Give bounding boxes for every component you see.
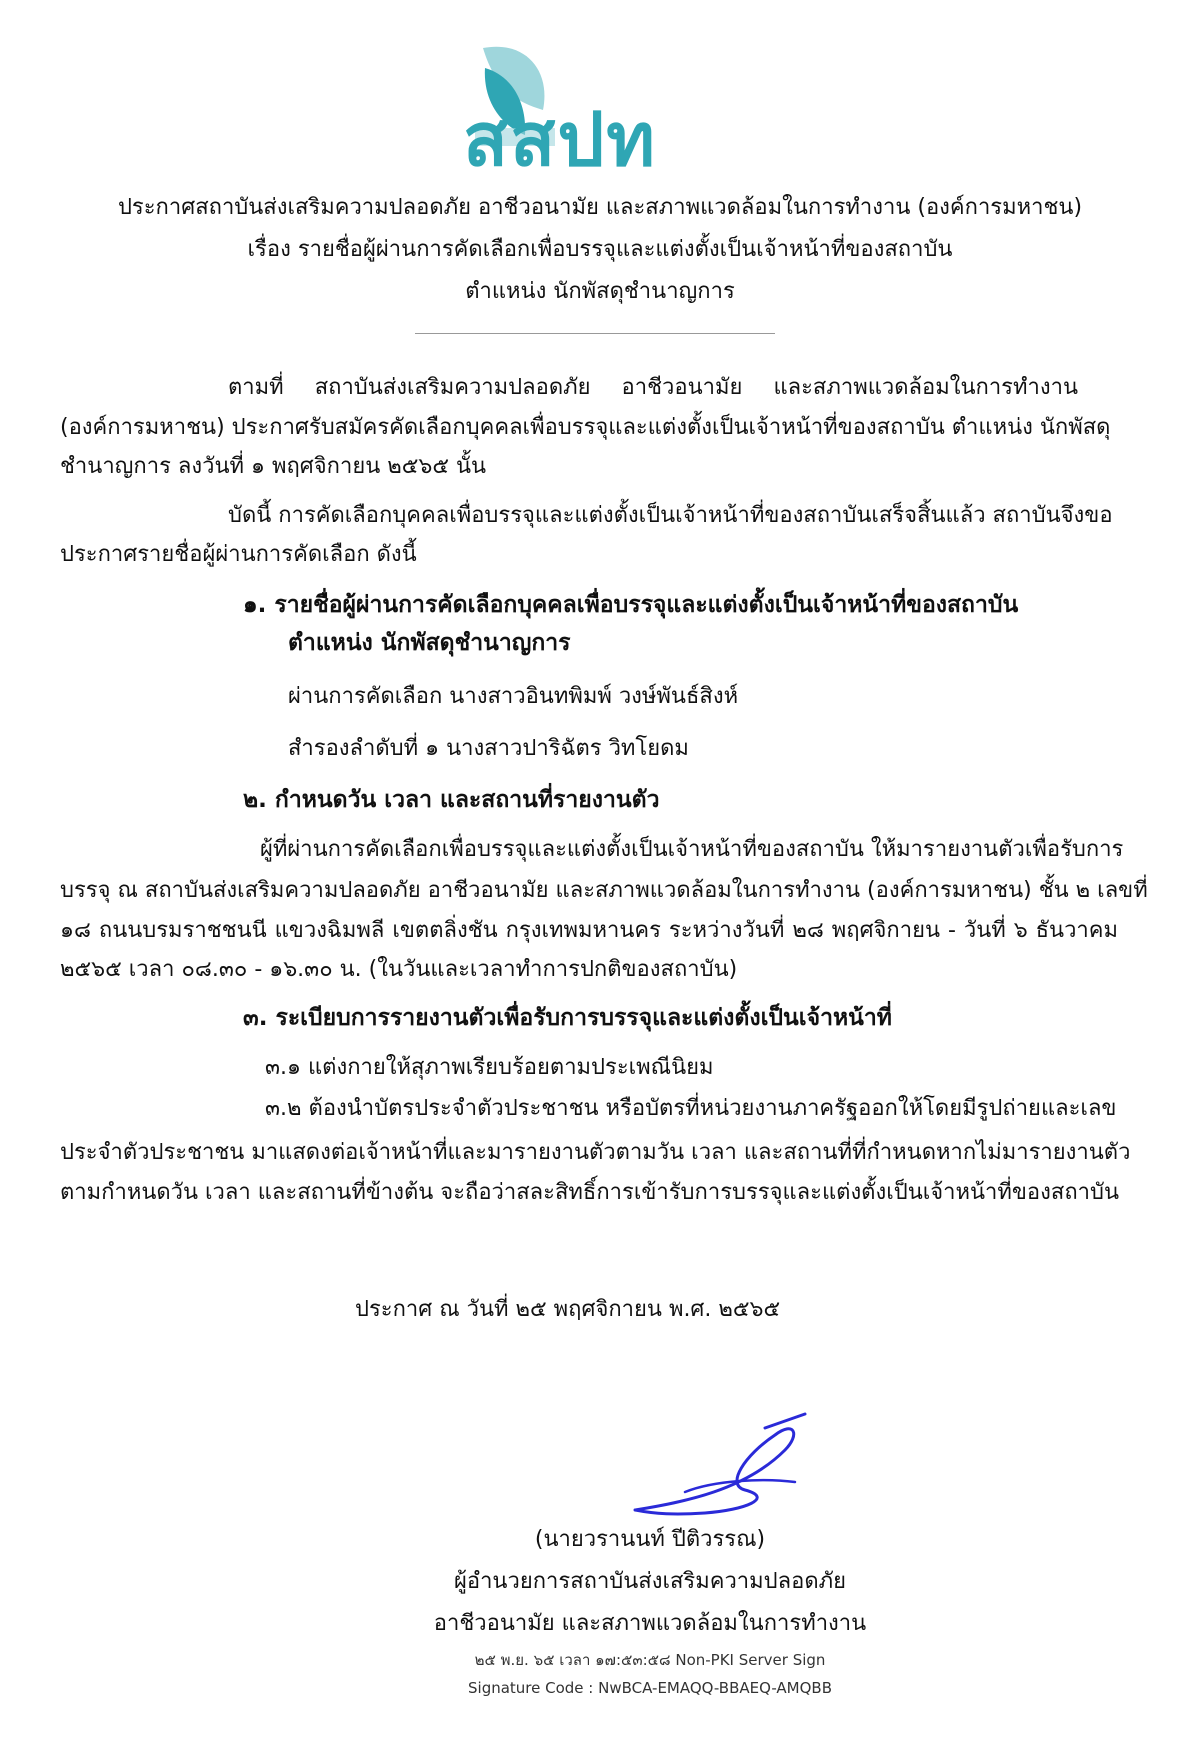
signature-icon	[625, 1410, 815, 1520]
section3-item1: ๓.๑ แต่งกายให้สุภาพเรียบร้อยตามประเพณีนิยม	[265, 1055, 714, 1080]
section1-passed: ผ่านการคัดเลือก นางสาวอินทพิมพ์ วงษ์พันธ์สิงห์	[288, 684, 739, 709]
header-subject: เรื่อง รายชื่อผู้ผ่านการคัดเลือกเพื่อบรรจุและแต่งตั้งเป็นเจ้าหน้าที่ของสถาบัน	[247, 237, 953, 262]
signer-title-2: อาชีวอนามัย และสภาพแวดล้อมในการทำงาน	[433, 1611, 867, 1636]
section2-line3: ๑๘ ถนนบรมราชชนนี แขวงฉิมพลี เขตตลิ่งชัน กรุงเทพมหานคร ระหว่างวันที่ ๒๘ พฤศจิกายน - วันที่ ๖ ธันวาคม	[60, 918, 1118, 943]
sign-time: ๒๕ พ.ย. ๖๕ เวลา ๑๗:๕๓:๕๘ Non-PKI Server Sign	[474, 1651, 826, 1669]
logo-text: สสปท	[463, 97, 658, 183]
section1-reserve: สำรองลำดับที่ ๑ นางสาวปาริฉัตร วิทโยดม	[288, 736, 689, 761]
signer-name: (นายวรานนท์ ปีติวรรณ)	[534, 1527, 766, 1552]
intro-p2-line2: ประกาศรายชื่อผู้ผ่านการคัดเลือก ดังนี้	[60, 542, 417, 567]
section3-item2-line3: ตามกำหนดวัน เวลา และสถานที่ข้างต้น จะถือว่าสละสิทธิ์การเข้ารับการบรรจุและแต่งตั้งเป็นเจ้าหน้าที่ของสถาบัน	[60, 1180, 1119, 1205]
logo	[455, 40, 755, 183]
section2-line4: ๒๕๖๕ เวลา ๐๘.๓๐ - ๑๖.๓๐ น. (ในวันและเวลาทำการปกติของสถาบัน)	[60, 957, 738, 982]
section2-line1: ผู้ที่ผ่านการคัดเลือกเพื่อบรรจุและแต่งตั้งเป็นเจ้าหน้าที่ของสถาบัน ให้มารายงานตัวเพื่อรับการ	[260, 837, 1124, 862]
section3-item2-line1: ๓.๒ ต้องนำบัตรประจำตัวประชาชน หรือบัตรที่หน่วยงานภาครัฐออกให้โดยมีรูปถ่ายและเลข	[265, 1096, 1117, 1121]
header-divider	[415, 333, 775, 334]
intro-p1-line3: ชำนาญการ ลงวันที่ ๑ พฤศจิกายน ๒๕๖๕ นั้น	[60, 454, 487, 479]
section3-heading: ๓. ระเบียบการรายงานตัวเพื่อรับการบรรจุและแต่งตั้งเป็นเจ้าหน้าที่	[243, 1005, 892, 1031]
section2-heading: ๒. กำหนดวัน เวลา และสถานที่รายงานตัว	[243, 787, 660, 813]
section3-item2-line2: ประจำตัวประชาชน มาแสดงต่อเจ้าหน้าที่และมารายงานตัวตามวัน เวลา และสถานที่ที่กำหนดหากไม่มารายงานตัว	[60, 1140, 1131, 1165]
section2-line2: บรรจุ ณ สถาบันส่งเสริมความปลอดภัย อาชีวอนามัย และสภาพแวดล้อมในการทำงาน (องค์การมหาชน) ชั้น ๒ เลขที่	[60, 878, 1148, 903]
intro-p2-line1: บัดนี้ การคัดเลือกบุคคลเพื่อบรรจุและแต่งตั้งเป็นเจ้าหน้าที่ของสถาบันเสร็จสิ้นแล้ว สถาบันจึงขอ	[228, 503, 1113, 528]
sign-code: Signature Code : NwBCA-EMAQQ-BBAEQ-AMQBB	[468, 1679, 832, 1697]
announce-date: ประกาศ ณ วันที่ ๒๕ พฤศจิกายน พ.ศ. ๒๕๖๕	[355, 1297, 781, 1322]
section1-heading: ๑. รายชื่อผู้ผ่านการคัดเลือกบุคคลเพื่อบรรจุและแต่งตั้งเป็นเจ้าหน้าที่ของสถาบัน	[243, 592, 1019, 618]
header-position: ตำแหน่ง นักพัสดุชำนาญการ	[465, 279, 735, 304]
section1-position: ตำแหน่ง นักพัสดุชำนาญการ	[288, 630, 571, 656]
intro-p1-line2: (องค์การมหาชน) ประกาศรับสมัครคัดเลือกบุคคลเพื่อบรรจุและแต่งตั้งเป็นเจ้าหน้าที่ของสถาบัน ตำแหน่ง นักพัสดุ	[60, 415, 1111, 440]
header-title: ประกาศสถาบันส่งเสริมความปลอดภัย อาชีวอนามัย และสภาพแวดล้อมในการทำงาน (องค์การมหาชน)	[117, 195, 1083, 220]
signer-title-1: ผู้อำนวยการสถาบันส่งเสริมความปลอดภัย	[453, 1569, 847, 1594]
intro-p1-line1: ตามที่ สถาบันส่งเสริมความปลอดภัย อาชีวอนามัย และสภาพแวดล้อมในการทำงาน	[228, 375, 1078, 400]
